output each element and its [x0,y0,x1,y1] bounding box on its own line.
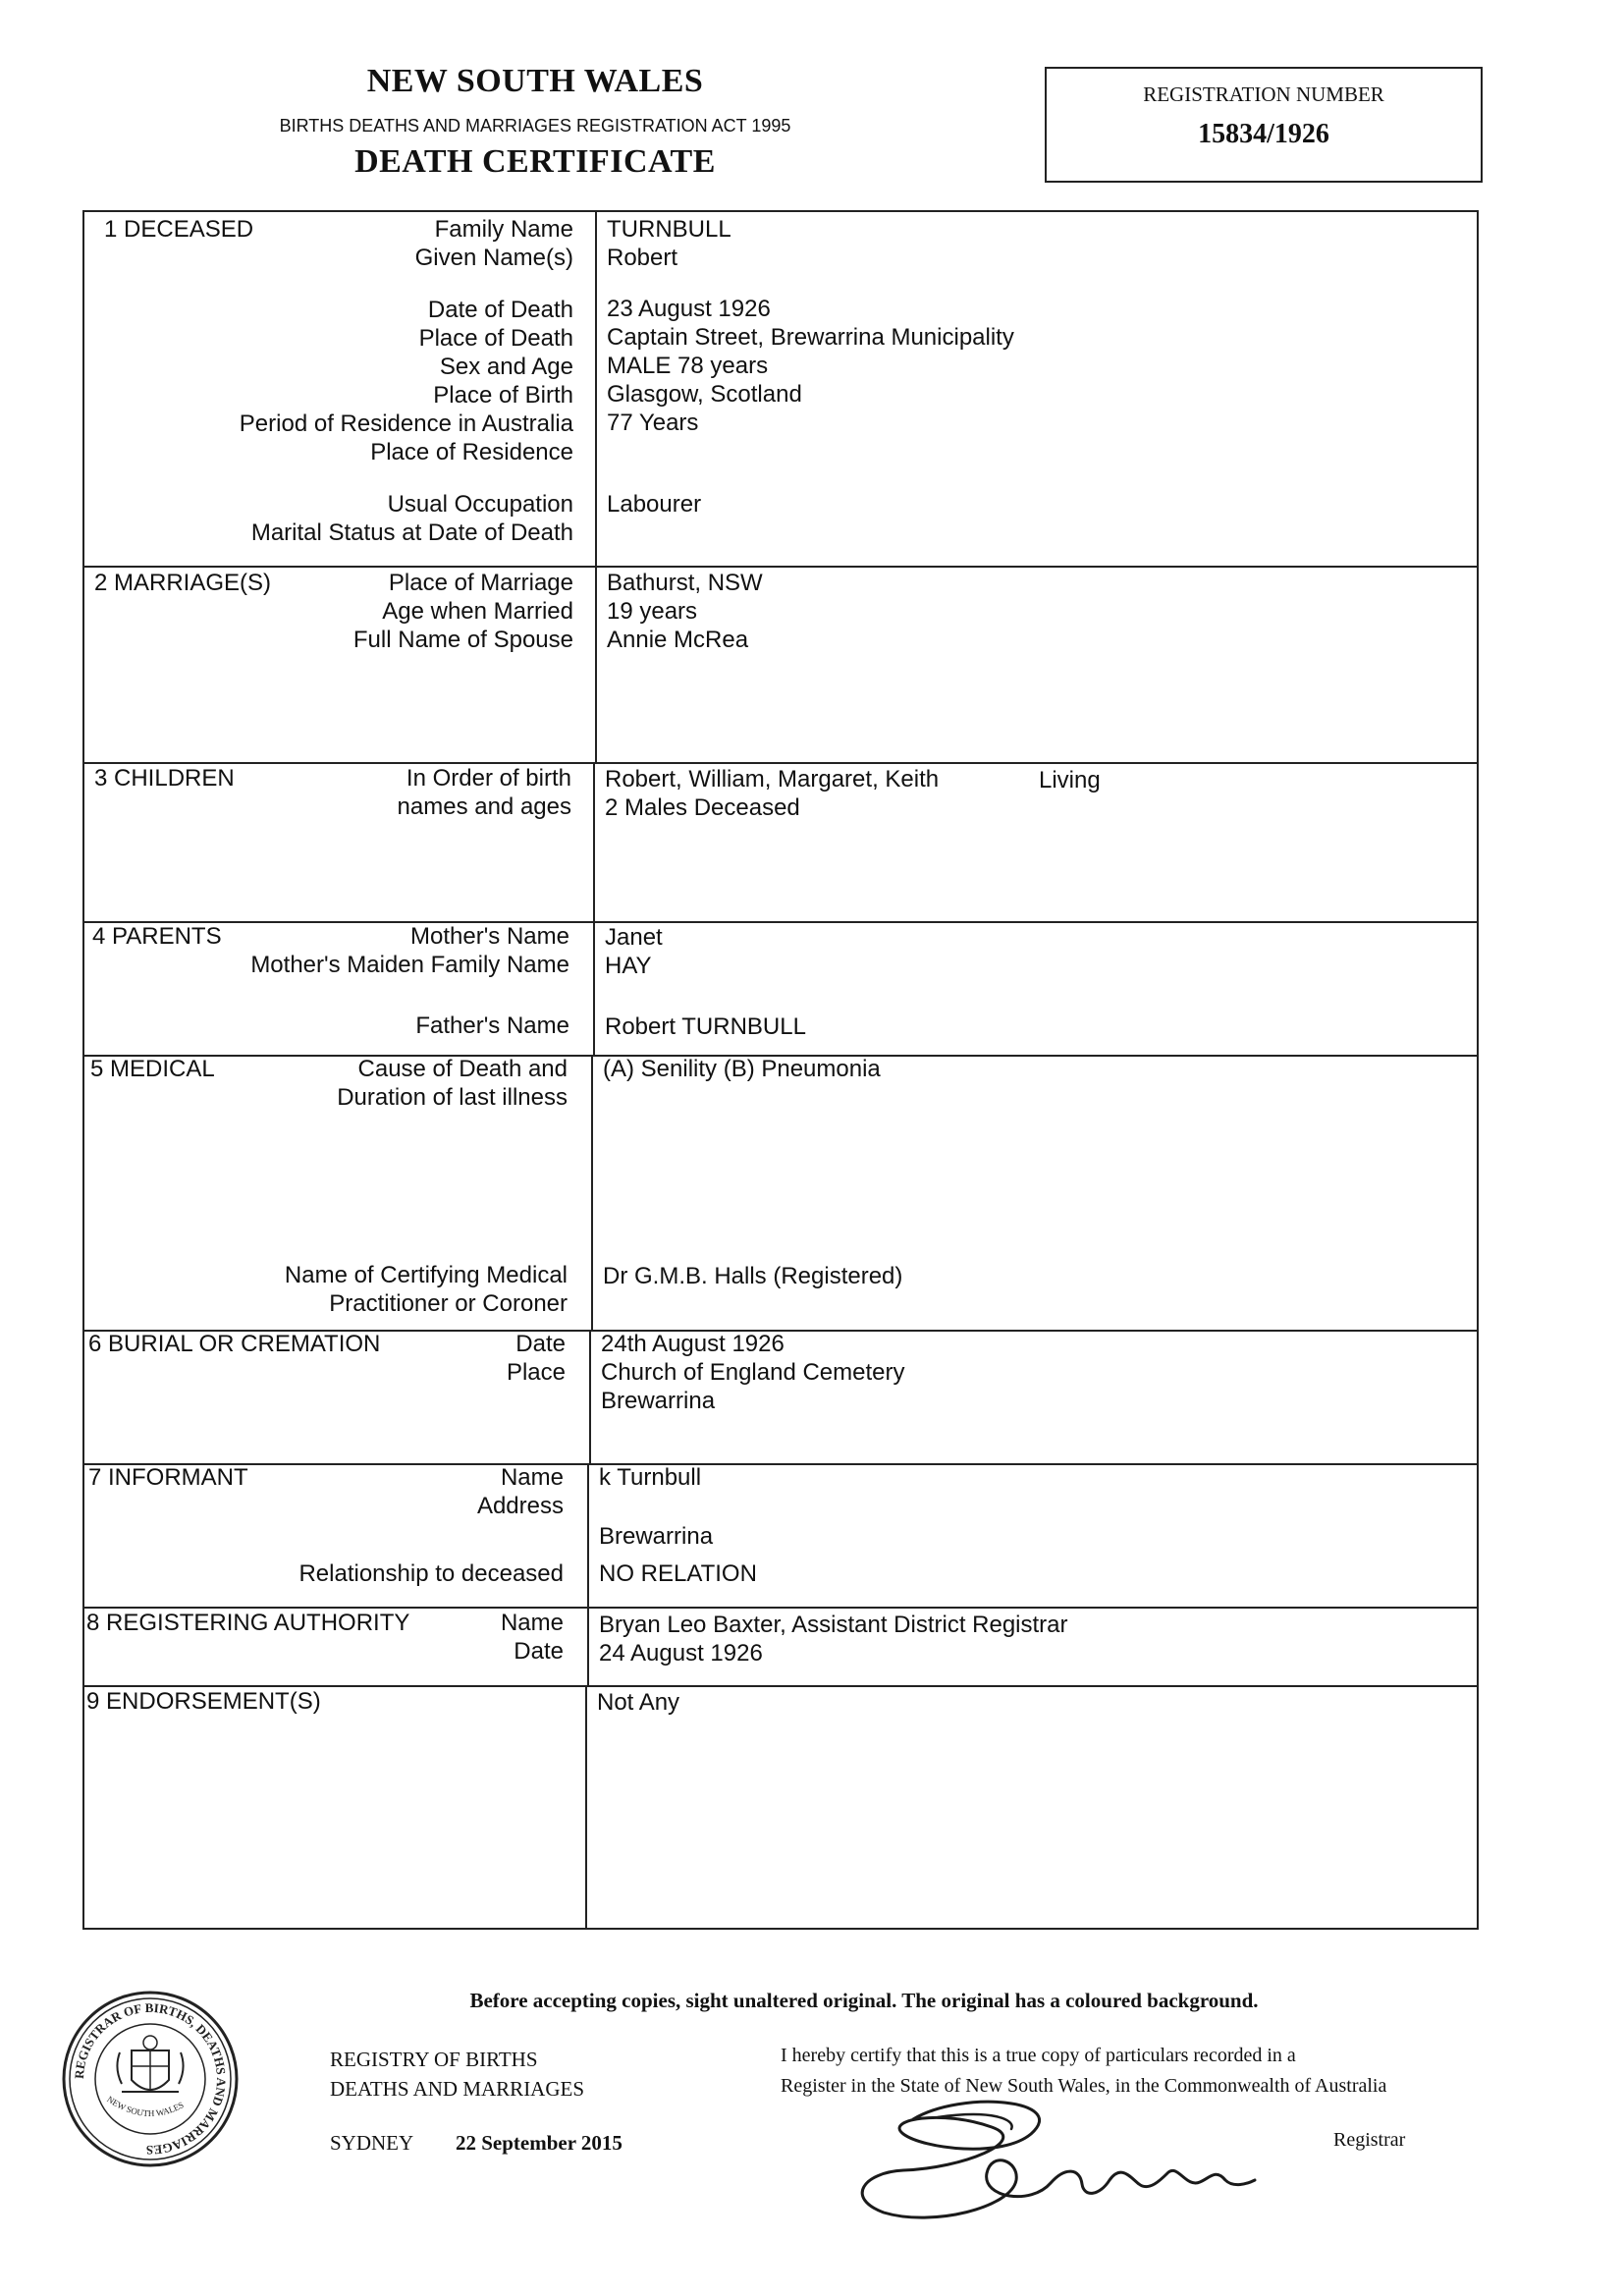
burial-place-value-line2: Brewarrina [601,1388,716,1414]
field-label: Place of Birth [433,382,573,409]
endorsements-value: Not Any [597,1689,680,1716]
field-label: names and ages [397,793,571,820]
field-label: Name [500,1610,564,1636]
place-of-death-value: Captain Street, Brewarrina Municipality [607,324,1014,351]
section-heading: 5 MEDICAL [90,1056,215,1082]
place-of-birth-value: Glasgow, Scotland [607,381,802,408]
section-heading: 1 DECEASED [104,216,254,243]
registry-name [330,2045,584,2104]
certification-line2: Register in the State of New South Wales, in the Commonwealth of Australia [781,2075,1387,2097]
field-label: Given Name(s) [414,245,573,271]
seal-ring-text: REGISTRAR OF BIRTHS, DEATHS AND MARRIAGES [71,1999,230,2159]
section-registering-authority [84,1607,1477,1687]
verification-note: Before accepting copies, sight unaltered original. The original has a coloured background. [469,1989,1259,2012]
registry-city: SYDNEY [330,2131,414,2155]
field-label: Mother's Name [410,923,569,950]
section-marriage [84,566,1477,764]
certificate-title: DEATH CERTIFICATE [354,143,716,180]
registrar-name-value: Bryan Leo Baxter, Assistant District Registrar [599,1612,1068,1638]
marriage-place-value: Bathurst, NSW [607,570,763,596]
informant-name-value: k Turnbull [599,1464,702,1491]
field-label: Place of Death [418,325,573,352]
issue-date: 22 September 2015 [456,2131,623,2155]
sex-and-age-value: MALE 78 years [607,353,769,379]
field-label: Family Name [434,216,573,243]
date-of-death-value: 23 August 1926 [607,296,771,322]
section-endorsements [84,1685,1477,1928]
cause-of-death-value: (A) Senility (B) Pneumonia [603,1056,881,1082]
given-names-value: Robert [607,245,678,271]
certifying-practitioner-value: Dr G.M.B. Halls (Registered) [603,1263,903,1289]
field-label: Place [506,1359,566,1386]
registry-seal-icon [61,1990,240,2168]
residence-period-value: 77 Years [607,410,699,436]
mother-maiden-name-value: HAY [605,953,652,979]
field-label: Father's Name [415,1012,569,1039]
spouse-name-value: Annie McRea [607,627,749,653]
field-label: Usual Occupation [387,491,573,518]
children-living-label: Living [1039,767,1101,793]
family-name-value: TURNBULL [607,216,731,243]
certificate-table [82,210,1479,1930]
field-label: Sex and Age [439,354,573,380]
field-label: Relationship to deceased [298,1560,564,1587]
registration-label: REGISTRATION NUMBER [1143,82,1384,106]
section-burial [84,1330,1477,1465]
field-label: Age when Married [382,598,573,625]
section-heading: 4 PARENTS [92,923,222,950]
informant-relationship-value: NO RELATION [599,1560,757,1587]
field-label: Practitioner or Coroner [329,1290,568,1317]
marriage-age-value: 19 years [607,598,698,625]
field-label: Place of Marriage [388,570,573,596]
field-label: Duration of last illness [337,1084,568,1111]
field-label: In Order of birth [406,765,571,792]
field-label: Address [476,1493,564,1519]
state-heading: NEW SOUTH WALES [366,63,704,99]
field-label: Mother's Maiden Family Name [250,952,569,978]
section-children [84,762,1477,923]
section-heading: 9 ENDORSEMENT(S) [86,1688,321,1715]
registry-name-line1: REGISTRY OF BIRTHS [330,2048,538,2071]
field-label: Name of Certifying Medical [284,1262,568,1288]
section-heading: 3 CHILDREN [94,765,235,792]
registration-date-value: 24 August 1926 [599,1640,763,1667]
burial-place-value: Church of England Cemetery [601,1359,905,1386]
occupation-value: Labourer [607,491,702,518]
field-label: Date [515,1331,566,1357]
section-informant [84,1463,1477,1609]
section-heading: 8 REGISTERING AUTHORITY [86,1610,410,1636]
children-deceased-value: 2 Males Deceased [605,794,800,821]
section-heading: 2 MARRIAGE(S) [94,570,272,596]
registrar-signature-icon [844,2090,1267,2227]
burial-date-value: 24th August 1926 [601,1331,785,1357]
seal-inner-text: NEW SOUTH WALES [105,2094,186,2119]
field-label: Place of Residence [370,439,573,465]
father-name-value: Robert TURNBULL [605,1013,806,1040]
registry-name-line2: DEATHS AND MARRIAGES [330,2077,585,2101]
field-label: Period of Residence in Australia [239,410,573,437]
field-label: Cause of Death and [357,1056,568,1082]
section-heading: 6 BURIAL OR CREMATION [88,1331,381,1357]
section-medical [84,1055,1477,1332]
section-parents [84,921,1477,1057]
svg-text:NEW SOUTH WALES [105,2094,185,2118]
registration-number: 15834/1926 [1198,119,1329,149]
field-label: Marital Status at Date of Death [250,519,573,546]
children-living-value: Robert, William, Margaret, Keith [605,766,940,793]
field-label: Name [500,1464,564,1491]
section-heading: 7 INFORMANT [88,1464,248,1491]
registration-box [1045,67,1483,183]
certification-line1: I hereby certify that this is a true copy of particulars recorded in a [781,2045,1296,2066]
section-deceased [84,212,1477,566]
field-label: Date of Death [427,297,573,323]
field-label: Date [514,1638,564,1665]
act-subheading: BIRTHS DEATHS AND MARRIAGES REGISTRATION ACT 1995 [279,116,791,136]
field-label: Full Name of Spouse [352,627,573,653]
mother-name-value: Janet [605,924,663,951]
informant-address-value: Brewarrina [599,1523,714,1550]
registrar-title: Registrar [1333,2129,1406,2151]
